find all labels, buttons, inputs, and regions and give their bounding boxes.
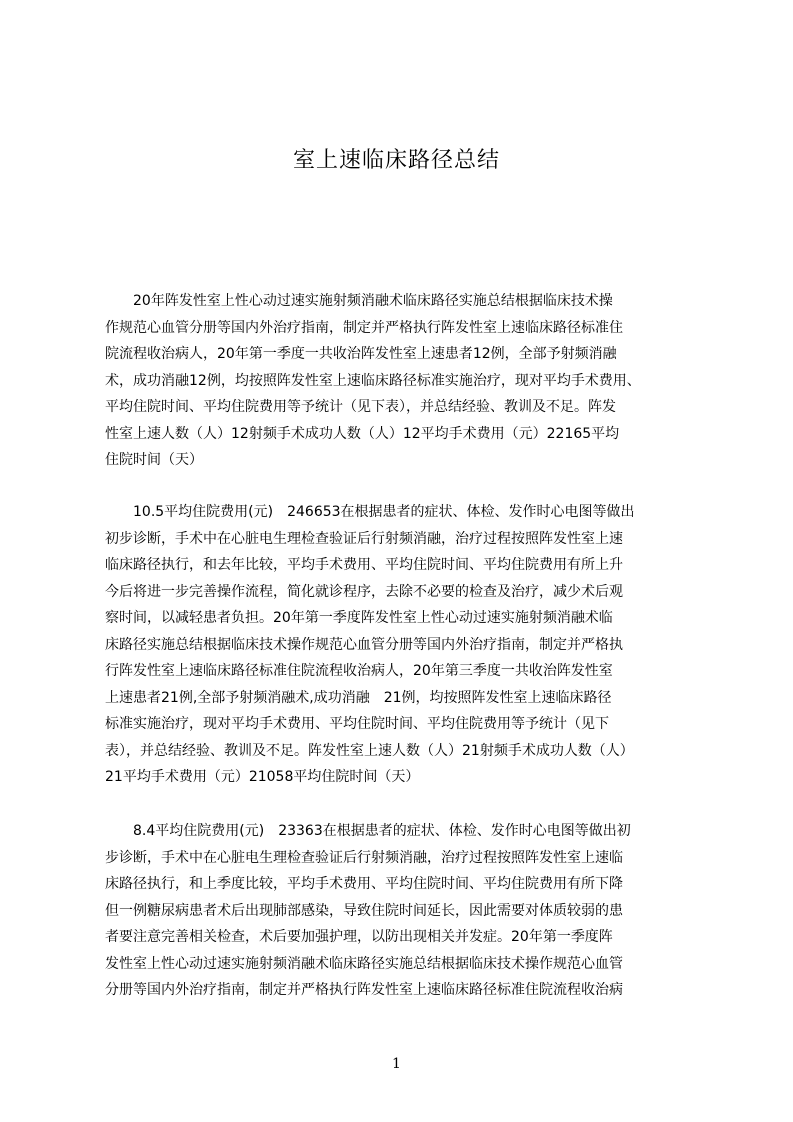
paragraph-line: 行阵发性室上速临床路径标准住院流程收治病人，20年第三季度一共收治阵发性室 bbox=[105, 663, 613, 679]
paragraph-line: 上速患者21例,全部予射频消融术,成功消融 21例，均按照阵发性室上速临床路径 bbox=[105, 689, 612, 706]
page-number: 1 bbox=[392, 1056, 401, 1072]
paragraph-line: 术，成功消融12例，均按照阵发性室上速临床路径标准实施治疗，现对平均手术费用、 bbox=[105, 372, 641, 389]
paragraph-line: 发性室上性心动过速实施射频消融术临床路径实施总结根据临床技术操作规范心血管 bbox=[105, 955, 623, 972]
paragraph-line: 今后将进一步完善操作流程，简化就诊程序，去除不必要的检查及治疗，减少术后观 bbox=[105, 583, 623, 600]
paragraph-line: 作规范心血管分册等国内外治疗指南，制定并严格执行阵发性室上速临床路径标准住 bbox=[105, 319, 623, 336]
paragraph-3 bbox=[105, 818, 708, 1004]
paragraph-line: 标准实施治疗，现对平均手术费用、平均住院时间、平均住院费用等予统计（见下 bbox=[105, 716, 609, 732]
paragraph-line: 但一例糖尿病患者术后出现肺部感染，导致住院时间延长，因此需要对体质较弱的患 bbox=[105, 902, 623, 919]
paragraph-line: 20年阵发性室上性心动过速实施射频消融术临床路径实施总结根据临床技术操 bbox=[105, 293, 613, 309]
paragraph-line: 平均住院时间、平均住院费用等予统计（见下表），并总结经验、教训及不足。阵发 bbox=[105, 399, 616, 415]
paragraph-line: 步诊断，手术中在心脏电生理检查验证后行射频消融，治疗过程按照阵发性室上速临 bbox=[105, 849, 623, 866]
paragraph-line: 床路径实施总结根据临床技术操作规范心血管分册等国内外治疗指南，制定并严格执 bbox=[105, 636, 623, 653]
paragraph-line: 临床路径执行，和去年比较，平均手术费用、平均住院时间、平均住院费用有所上升 bbox=[105, 557, 623, 573]
paragraph-line: 察时间，以减轻患者负担。20年第一季度阵发性室上性心动过速实施射频消融术临 bbox=[105, 610, 613, 626]
paragraph-line: 10.5平均住院费用(元) 246653在根据患者的症状、体检、发作时心电图等做出 bbox=[105, 504, 635, 520]
paragraph-line: 初步诊断，手术中在心脏电生理检查验证后行射频消融，治疗过程按照阵发性室上速 bbox=[105, 530, 623, 547]
paragraph-line: 床路径执行，和上季度比较，平均手术费用、平均住院时间、平均住院费用有所下降 bbox=[105, 876, 623, 892]
paragraph-2 bbox=[105, 499, 708, 791]
paragraph-line: 表），并总结经验、教训及不足。阵发性室上速人数（人）21射频手术成功人数（人） bbox=[105, 742, 634, 759]
paragraph-line: 8.4平均住院费用(元) 23363在根据患者的症状、体检、发作时心电图等做出初 bbox=[105, 823, 631, 839]
paragraph-line: 性室上速人数（人）12射频手术成功人数（人）12平均手术费用（元）22165平均 bbox=[105, 425, 620, 442]
paragraph-1 bbox=[105, 288, 708, 474]
paragraph-line: 住院时间（天） bbox=[105, 452, 203, 468]
paragraph-line: 院流程收治病人，20年第一季度一共收治阵发性室上速患者12例，全部予射频消融 bbox=[105, 346, 617, 362]
paragraph-line: 分册等国内外治疗指南，制定并严格执行阵发性室上速临床路径标准住院流程收治病 bbox=[105, 982, 623, 998]
page-title: 室上速临床路径总结 bbox=[292, 148, 500, 173]
paragraph-line: 21平均手术费用（元）21058平均住院时间（天） bbox=[105, 769, 420, 785]
paragraph-line: 者要注意完善相关检查，术后要加强护理，以防出现相关并发症。20年第一季度阵 bbox=[105, 929, 613, 945]
